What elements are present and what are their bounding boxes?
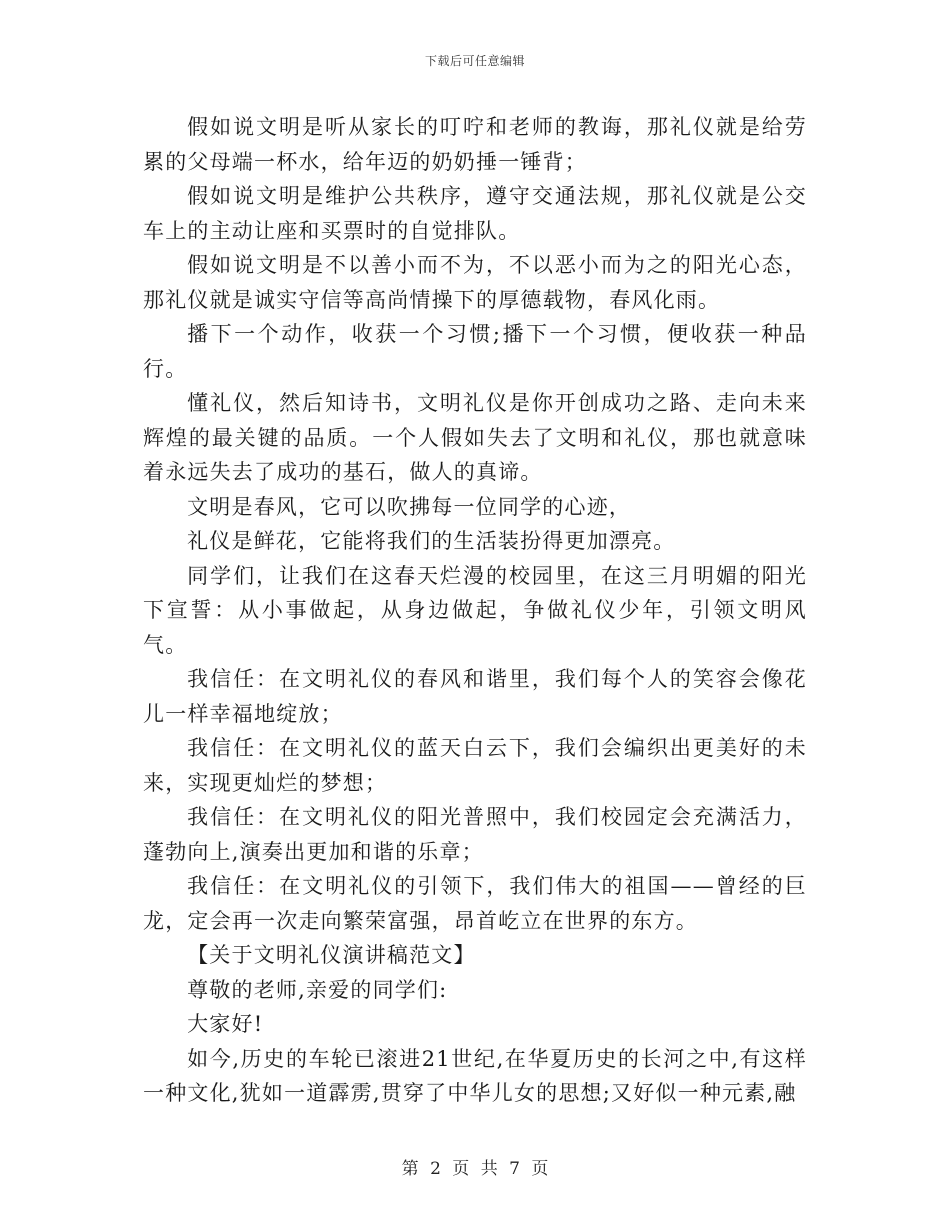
paragraph: 假如说文明是不以善小而不为，不以恶小而为之的阳光心态，那礼仪就是诚实守信等高尚情操下的厚德载物，春风化雨。: [143, 253, 807, 312]
page-header: 下载后可任意编辑: [424, 54, 525, 68]
paragraph: 我信任：在文明礼仪的春风和谐里，我们每个人的笑容会像花儿一样幸福地绽放；: [143, 667, 807, 726]
paragraph: 大家好!: [187, 1012, 264, 1036]
paragraph: 尊敬的老师,亲爱的同学们:: [187, 977, 448, 1002]
paragraph: 假如说文明是听从家长的叮咛和老师的教诲，那礼仪就是给劳累的父母端一杯水，给年迈的奶奶捶一锤背；: [143, 115, 807, 174]
paragraph: 如今,历史的车轮已滚进21世纪,在华夏历史的长河之中,有这样一种文化,犹如一道霹雳,贯穿了中华儿女的思想;又好似一种元素,融: [143, 1046, 807, 1105]
section-title: 【关于文明礼仪演讲稿范文】: [187, 943, 476, 967]
paragraph: 播下一个动作，收获一个习惯;播下一个习惯，便收获一种品行。: [143, 322, 807, 381]
paragraph: 懂礼仪，然后知诗书，文明礼仪是你开创成功之路、走向未来辉煌的最关键的品质。一个人假如失去了文明和礼仪，那也就意味着永远失去了成功的基石，做人的真谛。: [143, 391, 807, 484]
page-number: 第 2 页 共 7 页: [401, 1159, 549, 1179]
document-body: [143, 110, 807, 1111]
paragraph: 礼仪是鲜花，它能将我们的生活装扮得更加漂亮。: [187, 529, 676, 553]
paragraph: 我信任：在文明礼仪的引领下，我们伟大的祖国——曾经的巨龙，定会再一次走向繁荣富强，昂首屹立在世界的东方。: [143, 874, 807, 933]
paragraph: 同学们，让我们在这春天烂漫的校园里，在这三月明媚的阳光下宣誓：从小事做起，从身边做起，争做礼仪少年，引领文明风气。: [143, 563, 807, 657]
paragraph: 我信任：在文明礼仪的蓝天白云下，我们会编织出更美好的未来，实现更灿烂的梦想；: [143, 736, 807, 795]
paragraph: 文明是春风，它可以吹拂每一位同学的心迹，: [187, 494, 632, 519]
paragraph: 我信任：在文明礼仪的阳光普照中，我们校园定会充满活力，蓬勃向上,演奏出更加和谐的乐章；: [143, 805, 807, 864]
paragraph: 假如说文明是维护公共秩序，遵守交通法规，那礼仪就是公交车上的主动让座和买票时的自觉排队。: [143, 184, 807, 243]
